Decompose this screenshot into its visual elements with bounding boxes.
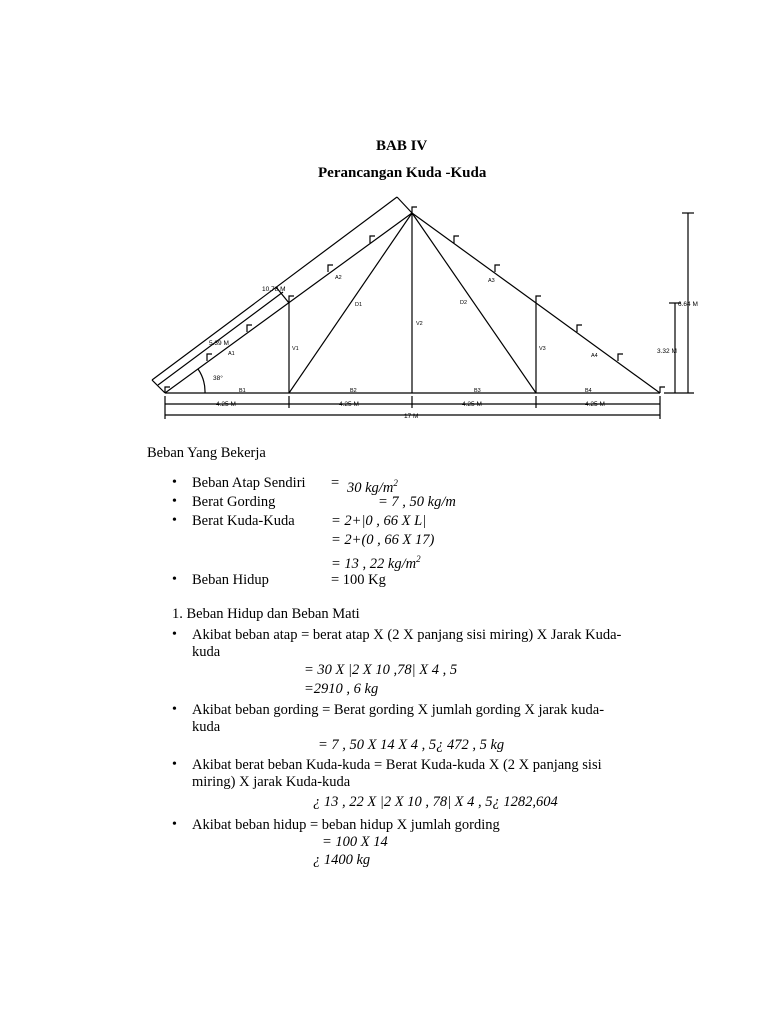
load-purlin-value: = 7 , 50 kg/m: [378, 494, 456, 510]
label-d1: D1: [355, 302, 363, 308]
label-a4: A4: [591, 353, 598, 359]
load-truss-step: = 2+(0 , 66 X 17): [331, 532, 435, 548]
truss-load-formula: ¿ 13 , 22 X |2 X 10 , 78| X 4 , 5¿ 1282,604: [313, 794, 558, 810]
load-live-value: = 100 Kg: [331, 572, 386, 588]
label-b2: B2: [350, 388, 357, 394]
label-b1-dim: 4.25 M: [216, 401, 236, 408]
roof-load-formula: = 30 X |2 X 10 ,78| X 4 , 5: [304, 662, 458, 678]
bullet-icon: •: [172, 513, 177, 528]
load-truss-value: = 2+|0 , 66 X L|: [331, 513, 427, 529]
live-load-line1: Akibat beban hidup = beban hidup X jumlah gording: [192, 817, 500, 833]
label-half-chord: 5.39 M: [209, 340, 229, 347]
label-v2: V2: [416, 321, 423, 327]
purlin-load-line2: kuda: [192, 719, 221, 735]
chapter-subtitle: Perancangan Kuda -Kuda: [318, 165, 487, 181]
loads-title: Beban Yang Bekerja: [147, 445, 266, 461]
truss-diagram: [0, 0, 768, 430]
load-roof-label: Beban Atap Sendiri: [192, 475, 306, 491]
label-a3: A3: [488, 278, 495, 284]
label-span: 17 M: [404, 413, 419, 420]
label-height-total: 6.64 M: [678, 301, 698, 308]
label-a2: A2: [335, 275, 342, 281]
bullet-icon: •: [172, 494, 177, 509]
label-angle: 38°: [213, 375, 223, 382]
section1-title: 1. Beban Hidup dan Beban Mati: [172, 606, 360, 622]
truss-load-line1: Akibat berat beban Kuda-kuda = Berat Kuda-kuda X (2 X panjang sisi: [192, 757, 602, 773]
label-b2-dim: 4.25 M: [339, 401, 359, 408]
member-d2: [412, 213, 536, 393]
bullet-icon: •: [172, 475, 177, 490]
chapter-title: BAB IV: [376, 138, 428, 154]
label-v1: V1: [292, 346, 299, 352]
load-purlin-label: Berat Gording: [192, 494, 276, 510]
label-b4: B4: [585, 388, 592, 394]
live-load-result: ¿ 1400 kg: [313, 852, 371, 868]
bullet-icon: •: [172, 627, 177, 642]
label-b3: B3: [474, 388, 481, 394]
member-d1: [289, 213, 412, 393]
label-top-chord: 10.78 M: [262, 286, 286, 293]
label-v3: V3: [539, 346, 546, 352]
load-live-label: Beban Hidup: [192, 572, 269, 588]
bullet-icon: •: [172, 572, 177, 587]
label-height-mid: 3.32 M: [657, 348, 677, 355]
roof-load-line2: kuda: [192, 644, 221, 660]
label-d2: D2: [460, 300, 468, 306]
purlin-load-formula: = 7 , 50 X 14 X 4 , 5¿ 472 , 5 kg: [318, 737, 505, 753]
load-truss-result: = 13 , 22 $kg/m^2$: [331, 554, 421, 572]
bullet-icon: •: [172, 757, 177, 772]
truss-load-line2: miring) X jarak Kuda-kuda: [192, 774, 351, 790]
label-b3-dim: 4.25 M: [462, 401, 482, 408]
roof-load-result: =2910 , 6 kg: [304, 681, 379, 697]
label-a1: A1: [228, 351, 235, 357]
label-b1: B1: [239, 388, 246, 394]
load-roof-value: 30 $kg/m^2$: [347, 478, 398, 496]
purlin-load-line1: Akibat beban gording = Berat gording X jumlah gording X jarak kuda-: [192, 702, 605, 718]
live-load-formula: = 100 X 14: [322, 834, 388, 850]
bullet-icon: •: [172, 702, 177, 717]
bullet-icon: •: [172, 817, 177, 832]
load-roof-eq: =: [331, 475, 340, 491]
label-b4-dim: 4.25 M: [585, 401, 605, 408]
roof-load-line1: Akibat beban atap = berat atap X (2 X panjang sisi miring) X Jarak Kuda-: [192, 627, 622, 643]
load-truss-label: Berat Kuda-Kuda: [192, 513, 295, 529]
